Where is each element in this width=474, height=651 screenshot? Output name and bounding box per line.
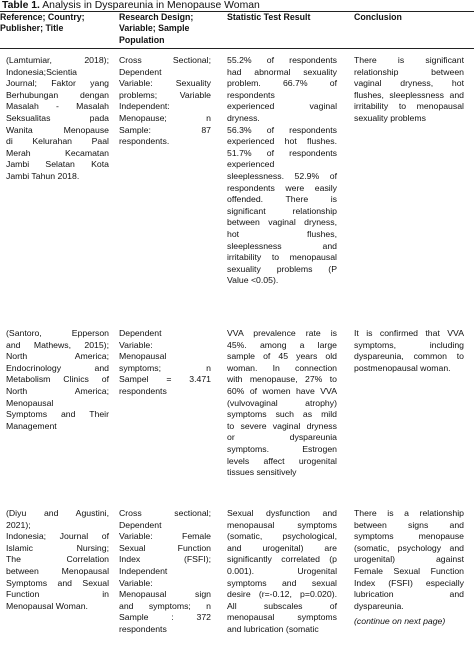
cell-line: respondents.: [119, 136, 170, 147]
cell-line: There is significant: [354, 55, 464, 65]
cell-line: Index (FSFI) especially: [354, 577, 464, 588]
cell-line: offended. There is: [227, 194, 337, 205]
cell-line: Independent:: [119, 101, 170, 112]
row2-design: [119, 328, 211, 398]
cell-line: Dependent: [119, 66, 162, 77]
continuation-note: (continue on next page): [354, 616, 446, 626]
cell-line: Menopausal sign: [119, 589, 211, 600]
cell-line: symptoms. Estrogen: [227, 443, 337, 454]
cell-line: experienced hot flushes.: [227, 136, 337, 147]
cell-line: symptoms, including: [354, 339, 464, 350]
cell-line: significant relationship: [227, 205, 337, 216]
cell-line: Seksualitas pada: [6, 112, 109, 123]
cell-line: sexuality problems: [354, 112, 426, 123]
cell-line: sleeplessness and: [227, 240, 337, 251]
header-bottom-rule: [0, 48, 474, 49]
cell-line: desire (r=-0.12, p=0.020).: [227, 589, 337, 600]
row1-design: [119, 55, 211, 148]
cell-line: Variable:: [119, 577, 153, 588]
cell-line: Independent: [119, 565, 168, 576]
cell-line: symptoms menopause: [354, 531, 464, 542]
cell-line: and lubrication (somatic: [227, 623, 319, 634]
cell-line: respondents: [119, 623, 167, 634]
cell-line: problems; Variable: [119, 89, 211, 100]
header-line: Statistic Test Result: [227, 12, 311, 22]
cell-line: postmenopausal woman.: [354, 362, 451, 373]
table-caption-label: Table 1.: [2, 0, 40, 11]
header-statistic-result: [227, 12, 347, 23]
cell-line: Dependent: [119, 328, 162, 338]
cell-line: symptoms and sexual: [227, 577, 337, 588]
cell-line: There is a relationship: [354, 508, 464, 518]
cell-line: Variable: Sexuality: [119, 78, 211, 89]
cell-line: Sample : 372: [119, 612, 211, 623]
cell-line: respondents were easily: [227, 182, 337, 193]
cell-line: Berhubungan dengan: [6, 89, 109, 100]
cell-line: 60% of women have VVA: [227, 385, 337, 396]
header-line: Variable; Sample: [119, 23, 190, 34]
header-reference: [0, 12, 112, 35]
row3-reference: [6, 508, 109, 612]
row3-design: [119, 508, 211, 636]
cell-line: dryness.: [227, 112, 260, 123]
cell-line: with menopause, 27% to: [227, 374, 337, 385]
row3-conclusion: [354, 508, 464, 612]
cell-line: experienced vaginal: [227, 101, 337, 112]
header-line: Publisher; Title: [0, 23, 64, 34]
cell-line: significantly correlated (p: [227, 554, 337, 565]
row3-result: [227, 508, 337, 636]
cell-line: Endocrinology and: [6, 362, 109, 373]
cell-line: symptoms such as mild: [227, 409, 337, 420]
cell-line: Sample: 87: [119, 124, 211, 135]
cell-line: sample of 45 years old: [227, 351, 337, 362]
header-line: Population: [119, 34, 165, 45]
cell-line: Sexual Function: [119, 542, 211, 553]
cell-line: hot flushes,: [227, 228, 337, 239]
cell-line: woman. In connection: [227, 362, 337, 373]
cell-line: irritability to menopausal: [227, 252, 337, 263]
cell-line: vaginal dryness, hot: [354, 78, 464, 89]
header-research-design: [119, 12, 219, 46]
cell-line: (Diyu and Agustini,: [6, 508, 109, 518]
cell-line: respondents: [119, 385, 167, 396]
cell-line: 2021);: [6, 519, 31, 530]
cell-line: sexuality problems (P: [227, 263, 337, 274]
row1-conclusion: [354, 55, 464, 125]
cell-line: sleeplessness. 52.9% of: [227, 170, 337, 181]
cell-line: Menopausal Woman.: [6, 600, 88, 611]
cell-line: Female Sexual Function: [354, 565, 464, 576]
cell-line: VVA prevalence rate is: [227, 328, 337, 338]
cell-line: symptoms; n: [119, 362, 211, 373]
cell-line: Cross sectional;: [119, 508, 211, 518]
cell-line: Variable:: [119, 339, 153, 350]
cell-line: menopausal symptoms: [227, 519, 337, 530]
cell-line: (somatic, psychological,: [227, 531, 337, 542]
row1-result: [227, 55, 337, 287]
cell-line: 56.3% of respondents: [227, 124, 337, 135]
cell-line: North America;: [6, 351, 109, 362]
cell-line: Masalah - Masalah: [6, 101, 109, 112]
cell-line: Variable: Female: [119, 531, 211, 542]
cell-line: flushes, sleeplessness and: [354, 89, 464, 100]
row2-reference: [6, 328, 109, 432]
cell-line: Dependent: [119, 519, 162, 530]
cell-line: menopausal symptoms: [227, 612, 337, 623]
cell-line: All subscales of: [227, 600, 337, 611]
cell-line: 51.7% of respondents: [227, 147, 337, 158]
cell-line: Islamic Nursing;: [6, 542, 109, 553]
cell-line: between signs and: [354, 519, 464, 530]
cell-line: tissues sensitively: [227, 467, 297, 478]
cell-line: lubrication and: [354, 589, 464, 600]
row2-conclusion: [354, 328, 464, 374]
cell-line: Cross Sectional;: [119, 55, 211, 65]
cell-line: Sampel = 3.471: [119, 374, 211, 385]
cell-line: irritability to menopausal: [354, 101, 464, 112]
row1-reference: [6, 55, 109, 183]
cell-line: (somatic, psychology and: [354, 542, 464, 553]
cell-line: urogenital) against: [354, 554, 464, 565]
cell-line: had abnormal sexuality: [227, 66, 337, 77]
cell-line: Menopausal: [6, 397, 54, 408]
cell-line: (Santoro, Epperson: [6, 328, 109, 338]
cell-line: 0.001). Urogenital: [227, 565, 337, 576]
cell-line: The Correlation: [6, 554, 109, 565]
cell-line: Indonesia; Journal of: [6, 531, 109, 542]
cell-line: between vaginal dryness,: [227, 217, 337, 228]
cell-line: between Menopausal: [6, 565, 109, 576]
cell-line: and Mathews, 2015);: [6, 339, 109, 350]
cell-line: Indonesia;Scientia: [6, 66, 77, 77]
cell-line: Jambi Selatan Kota: [6, 159, 109, 170]
header-conclusion: [354, 12, 464, 23]
header-line: Research Design;: [119, 12, 194, 22]
cell-line: (Lamtumiar, 2018);: [6, 55, 109, 65]
cell-line: 55.2% of respondents: [227, 55, 337, 65]
cell-line: Wanita Menopause: [6, 124, 109, 135]
cell-line: Metabolism Clinics of: [6, 374, 109, 385]
cell-line: Jambi Tahun 2018.: [6, 170, 80, 181]
cell-line: to severe vaginal dryness: [227, 420, 337, 431]
cell-line: (vulvovaginal atrophy): [227, 397, 337, 408]
cell-line: Value <0.05).: [227, 275, 279, 286]
row2-result: [227, 328, 337, 479]
cell-line: relationship between: [354, 66, 464, 77]
cell-line: Management: [6, 420, 57, 431]
cell-line: Function in: [6, 589, 109, 600]
cell-line: Menopausal: [119, 351, 167, 362]
cell-line: or dyspareunia: [227, 432, 337, 443]
cell-line: experienced: [227, 159, 275, 170]
cell-line: dyspareunia, common to: [354, 351, 464, 362]
cell-line: Sexual dysfunction and: [227, 508, 337, 518]
header-line: Conclusion: [354, 12, 402, 22]
header-line: Reference; Country;: [0, 12, 85, 22]
cell-line: Symptoms and Their: [6, 409, 109, 420]
table-caption-text: Analysis in Dyspareunia in Menopause Woman: [39, 0, 260, 11]
cell-line: Index (FSFI);: [119, 554, 211, 565]
cell-line: North America;: [6, 385, 109, 396]
cell-line: levels affect urogenital: [227, 455, 337, 466]
cell-line: Symptoms and Sexual: [6, 577, 109, 588]
cell-line: It is confirmed that VVA: [354, 328, 464, 338]
cell-line: di Kelurahan Paal: [6, 136, 109, 147]
cell-line: Journal; Faktor yang: [6, 78, 109, 89]
cell-line: respondents: [227, 89, 275, 100]
cell-line: dyspareunia.: [354, 600, 404, 611]
cell-line: and symptoms; n: [119, 600, 211, 611]
cell-line: and urogenital) are: [227, 542, 337, 553]
cell-line: 45%. among a large: [227, 339, 337, 350]
cell-line: Menopause; n: [119, 112, 211, 123]
cell-line: problem. 66.7% of: [227, 78, 337, 89]
cell-line: Merah Kecamatan: [6, 147, 109, 158]
